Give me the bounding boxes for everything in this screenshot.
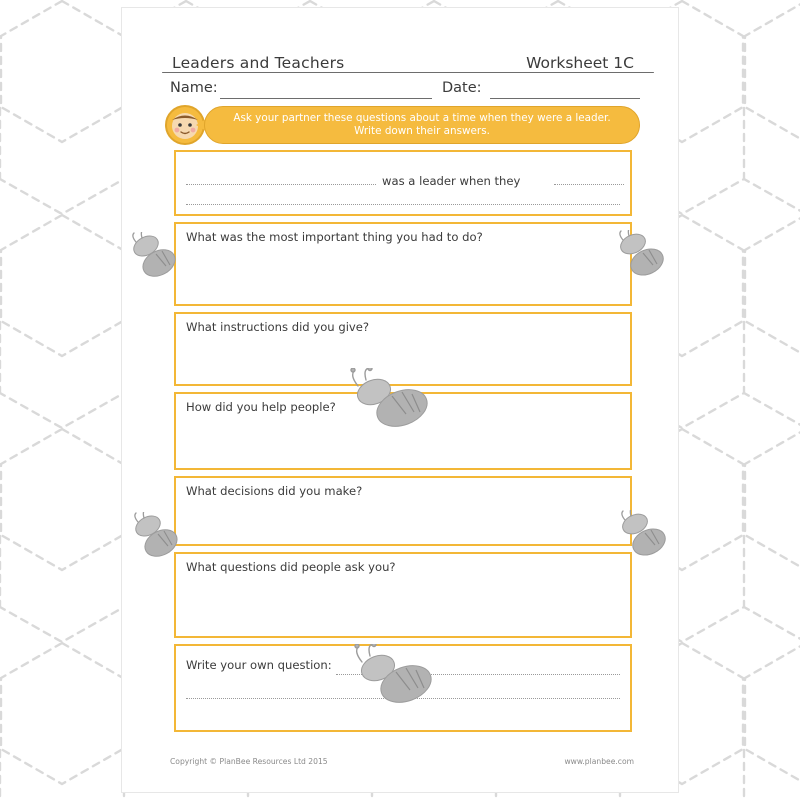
copyright-text: Copyright © PlanBee Resources Ltd 2015 (170, 757, 328, 766)
question-boxes (174, 150, 632, 738)
question-text: What was the most important thing you had to do? (186, 230, 483, 244)
date-label: Date: (442, 80, 482, 96)
question-text: What decisions did you make? (186, 484, 363, 498)
box-questions-asked[interactable] (174, 552, 632, 638)
page-title: Leaders and Teachers (172, 54, 345, 72)
instruction-text: Ask your partner these questions about a time when they were a leader. Write down their answers. (233, 111, 611, 137)
question-text: What instructions did you give? (186, 320, 370, 334)
website-text: www.planbee.com (564, 757, 634, 766)
question-text: How did you help people? (186, 400, 336, 414)
worksheet-footer (170, 757, 634, 766)
question-text: Write your own question: (186, 658, 332, 672)
date-input-line[interactable] (490, 98, 640, 99)
box-own-question[interactable] (174, 644, 632, 732)
box-decisions[interactable] (174, 476, 632, 546)
box-most-important-thing[interactable] (174, 222, 632, 306)
box-help-people[interactable] (174, 392, 632, 470)
name-label: Name: (170, 80, 218, 96)
leader-statement-text: was a leader when they (382, 174, 521, 188)
answer-line[interactable] (186, 204, 620, 205)
question-text: What questions did people ask you? (186, 560, 396, 574)
answer-line[interactable] (336, 674, 620, 675)
worksheet-label: Worksheet 1C (526, 54, 634, 72)
leader-when-blank[interactable] (554, 184, 624, 185)
instruction-speech-bubble (204, 106, 640, 144)
leader-name-blank[interactable] (186, 184, 376, 185)
name-input-line[interactable] (220, 98, 432, 99)
box-instructions[interactable] (174, 312, 632, 386)
worksheet-header (172, 38, 634, 72)
answer-line[interactable] (186, 698, 620, 699)
name-date-row (170, 80, 640, 102)
header-divider (162, 72, 654, 73)
worksheet-sheet (122, 8, 678, 792)
box-leader-statement[interactable] (174, 150, 632, 216)
instruction-row (164, 104, 644, 146)
